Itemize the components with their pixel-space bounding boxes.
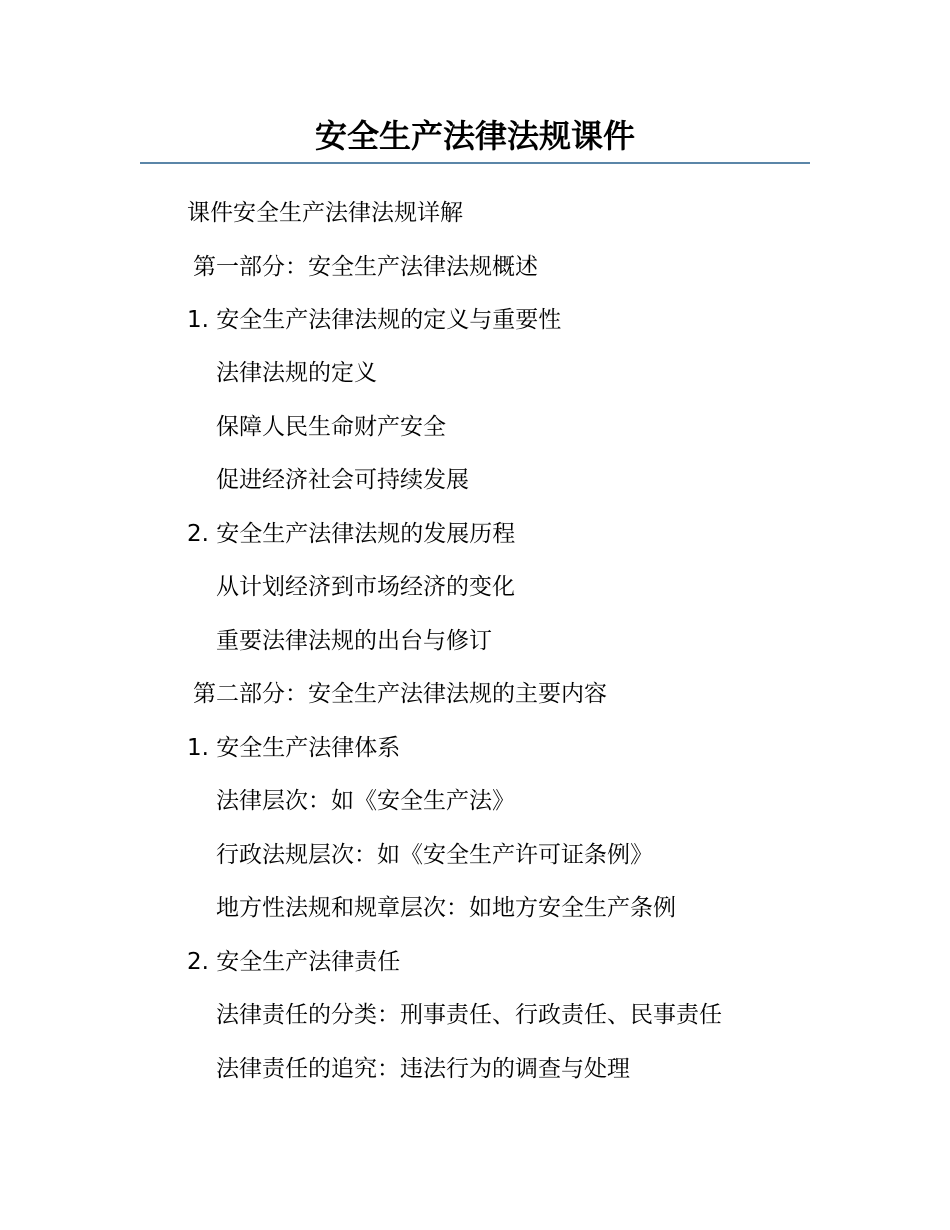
- numbered-item-1-2: 2. 安全生产法律法规的发展历程: [187, 521, 516, 547]
- sub-item: 行政法规层次：如《安全生产许可证条例》: [216, 842, 653, 868]
- sub-item: 法律责任的追究：违法行为的调查与处理: [216, 1056, 630, 1082]
- numbered-item-2-2: 2. 安全生产法律责任: [187, 949, 401, 975]
- section-heading-2: 第二部分：安全生产法律法规的主要内容: [193, 681, 607, 707]
- numbered-item-2-1: 1. 安全生产法律体系: [187, 735, 401, 761]
- sub-item: 促进经济社会可持续发展: [216, 467, 469, 493]
- sub-item: 法律层次：如《安全生产法》: [216, 788, 515, 814]
- sub-item: 法律法规的定义: [216, 360, 377, 386]
- sub-item: 法律责任的分类：刑事责任、行政责任、民事责任: [216, 1002, 722, 1028]
- numbered-item-1-1: 1. 安全生产法律法规的定义与重要性: [187, 307, 562, 333]
- title-divider: [140, 162, 810, 164]
- sub-item: 重要法律法规的出台与修订: [216, 628, 492, 654]
- page-title: 安全生产法律法规课件: [314, 117, 635, 155]
- sub-item: 地方性法规和规章层次：如地方安全生产条例: [216, 895, 676, 921]
- section-heading-1: 第一部分：安全生产法律法规概述: [193, 254, 538, 280]
- intro-line: 课件安全生产法律法规详解: [187, 200, 463, 226]
- sub-item: 保障人民生命财产安全: [216, 414, 446, 440]
- sub-item: 从计划经济到市场经济的变化: [216, 574, 515, 600]
